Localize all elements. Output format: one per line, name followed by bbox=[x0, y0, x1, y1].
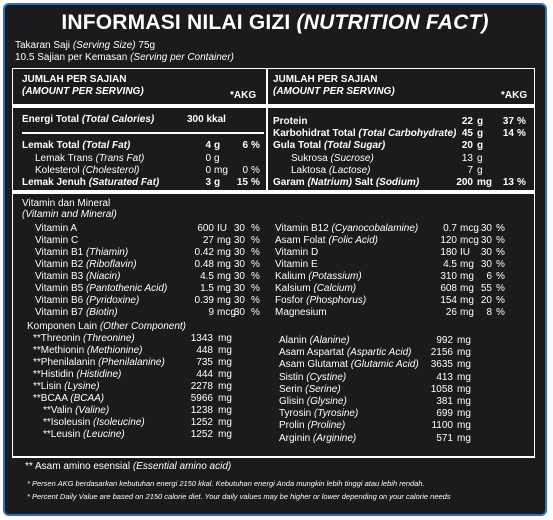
left-akg-header: *AKG bbox=[230, 90, 257, 101]
amino-row-unit: mg bbox=[457, 371, 471, 383]
amino-row-value: 1252 bbox=[190, 417, 213, 428]
fat-row-akg: 6 bbox=[242, 140, 248, 151]
serving-size: Takaran Saji (Serving Size) 75g bbox=[15, 40, 156, 51]
mineral-row-value: 4.5 bbox=[443, 259, 457, 270]
left-header-subtitle: (AMOUNT PER SERVING) bbox=[22, 86, 144, 97]
amino-row-value: 444 bbox=[196, 369, 213, 380]
vitamin-row-akg: 30 bbox=[233, 295, 245, 306]
fat-row-pct-sign: % bbox=[251, 177, 260, 188]
fat-row-unit: g bbox=[214, 153, 220, 164]
fat-row-label: Lemak Jenuh (Saturated Fat) bbox=[22, 177, 160, 188]
mineral-row-akg: 30 bbox=[480, 247, 492, 258]
amino-row-unit: mg bbox=[457, 347, 471, 359]
right-akg-header: *AKG bbox=[501, 90, 528, 101]
amino-row-label: **Threonin (Threonine) bbox=[33, 333, 135, 344]
macro-row-label: Sukrosa (Sucrose) bbox=[291, 153, 374, 164]
amino-row-unit: mg bbox=[218, 405, 232, 416]
amino-row-value: 1100 bbox=[431, 420, 453, 432]
mineral-row-unit: mg bbox=[460, 259, 474, 270]
mineral-row-akg: 6 bbox=[486, 271, 492, 282]
mineral-row-pct-sign: % bbox=[496, 247, 505, 258]
mineral-row-pct-sign: % bbox=[496, 235, 505, 246]
servings-per-container: 10.5 Sajian per Kemasan (Serving per Container) bbox=[15, 52, 235, 63]
header-rule bbox=[13, 104, 534, 108]
amino-row-unit: mg bbox=[218, 333, 232, 344]
amino-row-label: **Histidin (Histidine) bbox=[33, 369, 122, 380]
fat-row-pct-sign: % bbox=[251, 165, 260, 176]
fat-row-value: 0 bbox=[205, 165, 211, 176]
vitamin-row-akg: 30 bbox=[233, 307, 245, 318]
amino-row-label: **Lisin (Lysine) bbox=[33, 381, 100, 392]
mineral-row-pct-sign: % bbox=[496, 259, 505, 270]
macro-row-label: Garam (Natrium) Salt (Sodium) bbox=[273, 177, 420, 188]
amino-row-label: **Leusin (Leucine) bbox=[43, 429, 125, 440]
component-title: Komponen Lain (Other Component) bbox=[27, 321, 186, 332]
fat-row-value: 4 bbox=[205, 140, 211, 151]
energy-label: Energi Total (Total Calories) bbox=[22, 114, 155, 125]
fat-row-label: Lemak Trans (Trans Fat) bbox=[35, 153, 145, 164]
amino-row-unit: mg bbox=[457, 420, 471, 432]
vitamin-row-pct-sign: % bbox=[251, 283, 260, 294]
vitamin-row-unit: mcg bbox=[217, 307, 236, 318]
macro-row-unit: g bbox=[477, 128, 484, 139]
vitamin-row-label: Vitamin B2 (Riboflavin) bbox=[35, 259, 137, 270]
amino-row-unit: mg bbox=[218, 393, 232, 404]
vitamin-row-value: 600 bbox=[197, 223, 214, 234]
vitamin-row-label: Vitamin B3 (Niacin) bbox=[35, 271, 121, 282]
amino-row-value: 413 bbox=[436, 371, 453, 383]
mineral-row-pct-sign: % bbox=[496, 283, 505, 294]
fat-row-pct-sign: % bbox=[251, 140, 260, 151]
fat-row-value: 0 bbox=[205, 153, 211, 164]
mineral-row-pct-sign: % bbox=[496, 223, 505, 234]
mineral-row-unit: mcg bbox=[460, 223, 479, 234]
macro-row-unit: mg bbox=[477, 177, 492, 188]
vitamin-row-akg: 30 bbox=[233, 259, 245, 270]
vitamin-row-pct-sign: % bbox=[251, 271, 260, 282]
amino-row-label: Tyrosin (Tyrosine) bbox=[279, 408, 359, 420]
amino-row-value: 735 bbox=[196, 357, 213, 368]
macro-row-label: Laktosa (Lactose) bbox=[291, 165, 371, 176]
mineral-row-label: Magnesium bbox=[275, 307, 327, 318]
amino-row-label: Glisin (Glysine) bbox=[279, 396, 347, 407]
amino-row-value: 1238 bbox=[190, 405, 213, 416]
note-rule bbox=[13, 456, 534, 458]
mineral-row-pct-sign: % bbox=[496, 307, 505, 318]
amino-row-value: 1058 bbox=[430, 383, 453, 395]
amino-row-unit: mg bbox=[218, 345, 232, 356]
mineral-row-value: 310 bbox=[440, 271, 457, 282]
amino-row-unit: mg bbox=[457, 335, 471, 346]
amino-row-value: 448 bbox=[196, 345, 213, 356]
amino-row-unit: mg bbox=[218, 357, 232, 368]
amino-row-value: 2278 bbox=[190, 381, 213, 392]
macro-row-unit: g bbox=[477, 140, 484, 151]
fat-row-unit: mg bbox=[214, 165, 228, 176]
macro-row-value: 200 bbox=[456, 177, 473, 188]
vitamin-row-unit: mg bbox=[217, 271, 231, 282]
mineral-row-unit: mg bbox=[460, 307, 474, 318]
vitamin-row-label: Vitamin B5 (Pantothenic Acid) bbox=[35, 283, 168, 294]
mineral-row-value: 180 bbox=[440, 247, 457, 258]
page-title: INFORMASI NILAI GIZI (NUTRITION FACT) bbox=[61, 11, 489, 34]
amino-row-label: **Valin (Valine) bbox=[43, 405, 110, 416]
macro-row-unit: g bbox=[477, 165, 483, 176]
amino-row-unit: mg bbox=[457, 383, 471, 395]
mineral-row-value: 608 bbox=[440, 283, 457, 294]
amino-row-value: 3635 bbox=[430, 359, 453, 371]
macro-row-label: Protein bbox=[273, 116, 308, 127]
macro-row-value: 22 bbox=[461, 116, 473, 127]
fat-row-value: 3 bbox=[205, 177, 211, 188]
fat-row-label: Lemak Total (Total Fat) bbox=[22, 140, 131, 151]
section-rule bbox=[13, 190, 534, 194]
vitamins-subtitle: (Vitamin and Mineral) bbox=[22, 209, 117, 220]
vitamin-row-label: Vitamin B1 (Thiamin) bbox=[35, 247, 129, 258]
vitamin-row-pct-sign: % bbox=[251, 259, 260, 270]
mineral-row-akg: 20 bbox=[480, 295, 492, 306]
vitamin-row-akg: 30 bbox=[233, 283, 245, 294]
fat-row-label: Kolesterol (Cholesterol) bbox=[35, 165, 140, 176]
amino-row-value: 1343 bbox=[190, 333, 213, 344]
amino-row-unit: mg bbox=[218, 381, 232, 392]
vitamin-row-akg: 30 bbox=[233, 271, 245, 282]
vitamin-row-value: 9 bbox=[208, 307, 214, 318]
vitamin-row-label: Vitamin C bbox=[35, 235, 79, 246]
macro-row-value: 7 bbox=[467, 165, 473, 176]
vitamin-row-pct-sign: % bbox=[251, 295, 260, 306]
amino-row-label: Asam Aspartat (Aspartic Acid) bbox=[279, 347, 412, 359]
vitamin-row-value: 0.39 bbox=[194, 295, 214, 306]
vitamin-row-unit: mg bbox=[217, 295, 231, 306]
vitamin-row-akg: 30 bbox=[233, 235, 245, 246]
macro-row-unit: g bbox=[477, 116, 484, 127]
amino-row-label: **Methionin (Methionine) bbox=[33, 345, 143, 356]
macro-row-akg: 13 bbox=[502, 177, 514, 188]
amino-row-value: 571 bbox=[436, 432, 453, 444]
vitamin-row-pct-sign: % bbox=[251, 307, 260, 318]
energy-divider bbox=[22, 132, 264, 134]
macro-row-pct-sign: % bbox=[517, 116, 526, 127]
nutrition-panel bbox=[3, 3, 547, 516]
macro-row-value: 20 bbox=[461, 140, 473, 151]
vitamin-row-label: Vitamin B6 (Pyridoxine) bbox=[35, 295, 140, 306]
vitamin-row-pct-sign: % bbox=[251, 223, 260, 234]
vitamin-row-unit: mg bbox=[217, 235, 231, 246]
mineral-row-label: Kalium (Potassium) bbox=[275, 271, 362, 282]
vitamin-row-unit: IU bbox=[217, 223, 227, 234]
mineral-row-akg: 30 bbox=[480, 259, 492, 270]
vitamin-row-value: 27 bbox=[202, 235, 214, 246]
macro-row-akg: 14 bbox=[502, 128, 514, 139]
mineral-row-label: Fosfor (Phosphorus) bbox=[275, 295, 367, 306]
amino-row-label: Asam Glutamat (Glutamic Acid) bbox=[279, 359, 419, 371]
amino-row-label: Prolin (Proline) bbox=[279, 420, 346, 432]
mineral-row-value: 26 bbox=[445, 307, 457, 318]
amino-row-value: 699 bbox=[436, 408, 453, 420]
amino-row-label: **BCAA (BCAA) bbox=[33, 393, 105, 404]
vitamin-row-akg: 30 bbox=[233, 247, 245, 258]
macro-row-value: 13 bbox=[461, 153, 473, 164]
fat-row-akg: 0 bbox=[242, 165, 248, 176]
amino-row-label: Arginin (Arginine) bbox=[279, 432, 357, 444]
mineral-row-akg: 30 bbox=[480, 235, 492, 246]
amino-row-label: **Isoleusin (Isoleucine) bbox=[43, 417, 145, 428]
energy-value: 300 kkal bbox=[187, 114, 226, 125]
footnote-akg: * Persen AKG berdasarkan kebutuhan energi 2150 kkal. Kebutuhan energi Anda mungkin lebih tinggi atau lebih rendah. bbox=[27, 479, 425, 488]
macro-row-pct-sign: % bbox=[517, 177, 526, 188]
amino-row-unit: mg bbox=[457, 359, 471, 371]
amino-row-value: 992 bbox=[436, 335, 453, 346]
right-header-subtitle: (AMOUNT PER SERVING) bbox=[273, 86, 395, 97]
mineral-row-akg: 30 bbox=[480, 223, 492, 234]
amino-row-value: 2156 bbox=[430, 347, 453, 359]
vitamin-row-akg: 30 bbox=[233, 223, 245, 234]
amino-row-unit: mg bbox=[457, 432, 471, 444]
amino-row-unit: mg bbox=[457, 408, 471, 420]
mineral-row-label: Vitamin D bbox=[275, 247, 319, 258]
vitamin-row-value: 0.48 bbox=[194, 259, 214, 270]
vitamin-row-pct-sign: % bbox=[251, 235, 260, 246]
mineral-row-value: 0.7 bbox=[443, 223, 457, 234]
amino-row-label: Serin (Serine) bbox=[279, 383, 341, 395]
mineral-row-value: 154 bbox=[440, 295, 457, 306]
essential-note: ** Asam amino esensial (Essential amino acid) bbox=[25, 461, 232, 472]
amino-row-unit: mg bbox=[457, 396, 471, 407]
mineral-row-akg: 55 bbox=[480, 283, 492, 294]
column-divider bbox=[266, 69, 268, 194]
mineral-row-pct-sign: % bbox=[496, 271, 505, 282]
amino-row-label: Sistin (Cystine) bbox=[279, 371, 347, 383]
mineral-row-label: Asam Folat (Folic Acid) bbox=[275, 235, 378, 246]
vitamins-title: Vitamin dan Mineral bbox=[22, 198, 111, 209]
amino-row-unit: mg bbox=[218, 417, 232, 428]
vitamin-row-pct-sign: % bbox=[251, 247, 260, 258]
amino-row-unit: mg bbox=[218, 369, 232, 380]
right-header-title: JUMLAH PER SAJIAN bbox=[273, 74, 378, 85]
vitamin-row-value: 1.5 bbox=[200, 283, 214, 294]
macro-row-value: 45 bbox=[461, 128, 473, 139]
macro-row-akg: 37 bbox=[502, 116, 514, 127]
vitamin-row-value: 0.42 bbox=[194, 247, 214, 258]
amino-row-label: **Phenilalanin (Phenilalanine) bbox=[33, 357, 165, 368]
fat-row-akg: 15 bbox=[236, 177, 248, 188]
mineral-row-unit: mcg bbox=[460, 235, 479, 246]
mineral-row-unit: mg bbox=[460, 283, 474, 294]
mineral-row-pct-sign: % bbox=[496, 295, 505, 306]
amino-row-value: 381 bbox=[436, 396, 453, 407]
vitamin-row-value: 4.5 bbox=[200, 271, 214, 282]
amino-row-unit: mg bbox=[218, 429, 232, 440]
macro-row-label: Karbohidrat Total (Total Carbohydrate) bbox=[273, 128, 457, 139]
fat-row-unit: g bbox=[214, 177, 221, 188]
mineral-row-unit: mg bbox=[460, 271, 474, 282]
vitamin-row-label: Vitamin B7 (Biotin) bbox=[35, 307, 118, 318]
footnote-daily-value: * Percent Daily Value are based on 2150 calorie diet. Your daily values may be higher or lower depending on your calorie needs bbox=[27, 492, 451, 501]
mineral-row-value: 120 bbox=[440, 235, 457, 246]
amino-row-label: Alanin (Alanine) bbox=[279, 335, 350, 346]
mineral-row-unit: IU bbox=[460, 247, 470, 258]
macro-row-unit: g bbox=[477, 153, 483, 164]
macro-row-label: Gula Total (Total Sugar) bbox=[273, 140, 386, 151]
mineral-row-unit: mg bbox=[460, 295, 474, 306]
vitamin-row-unit: mg bbox=[217, 259, 231, 270]
vitamin-row-unit: mg bbox=[217, 247, 231, 258]
amino-row-value: 1252 bbox=[190, 429, 213, 440]
mineral-row-label: Kalsium (Calcium) bbox=[275, 283, 357, 294]
mineral-row-label: Vitamin B12 (Cyanocobalamine) bbox=[275, 223, 419, 234]
mineral-row-akg: 8 bbox=[486, 307, 492, 318]
vitamin-row-label: Vitamin A bbox=[35, 223, 78, 234]
left-header-title: JUMLAH PER SAJIAN bbox=[22, 74, 127, 85]
macro-row-pct-sign: % bbox=[517, 128, 526, 139]
amino-row-value: 5966 bbox=[190, 393, 213, 404]
mineral-row-label: Vitamin E bbox=[275, 259, 318, 270]
fat-row-unit: g bbox=[214, 140, 221, 151]
vitamin-row-unit: mg bbox=[217, 283, 231, 294]
